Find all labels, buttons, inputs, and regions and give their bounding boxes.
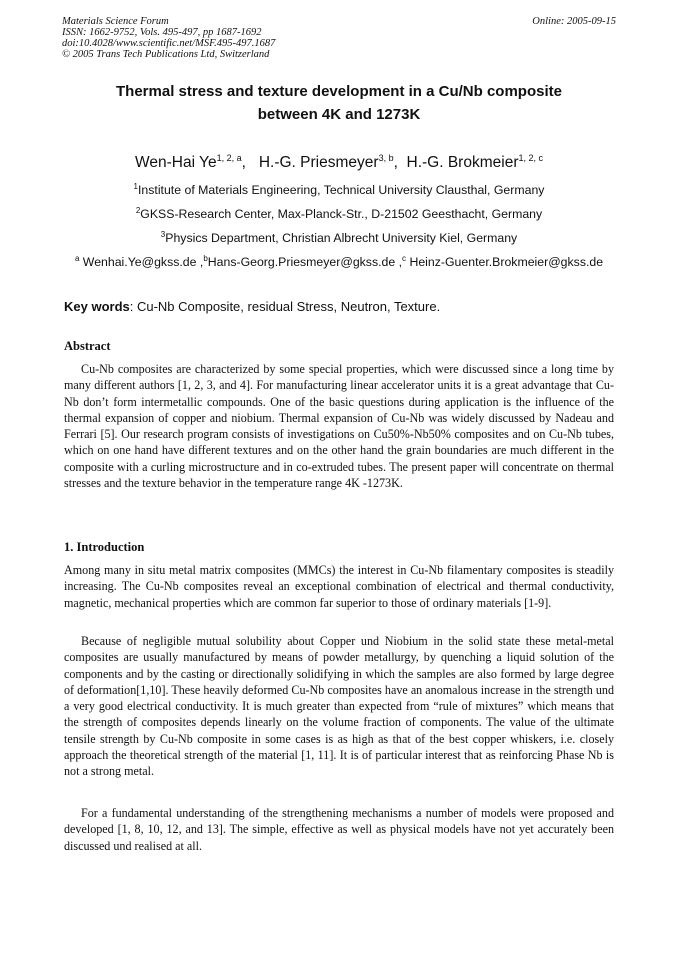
intro-paragraph-1: Among many in situ metal matrix composites (MMCs) the interest in Cu-Nb filamentary composites is steadily increasing. The Cu-Nb composites reveal an exceptional combination of electrical and thermal conductivity, magnetic, mechanical properties which are common far superior to those of ordinary materials [1-9]. [64, 563, 614, 610]
author-affil-sup: 1, 2, c [518, 153, 543, 163]
abstract-paragraph: Cu-Nb composites are characterized by some special properties, which were discussed since a long time by many different authors [1, 2, 3, and 4]. For manufacturing linear accelerator units it is a great advantage that Cu-Nb don’t form intermetallic compounds. One of the basic questions during application is the influence of the thermal expansion of copper and niobium. Thermal expansion of Cu-Nb was widely discussed by Nadeau and Ferrari [5]. Our research program consists of investigations on Cu50%-Nb50% composites and on Cu-Nb tubes, which on one hand have different textures and on the other hand the grain boundaries are much different in the composite with a curling microstructure and in co-extruded tubes. The present paper will concentrate on thermal stresses and the texture behavior in the temperature range 4K -1273K. [64, 362, 614, 490]
affiliation-text: Institute of Materials Engineering, Technical University Clausthal, Germany [138, 183, 545, 198]
title-line-1: Thermal stress and texture development in a Cu/Nb composite [116, 83, 562, 100]
affiliation-2 [40, 206, 638, 221]
keywords [64, 299, 618, 314]
affiliation-3 [40, 230, 638, 245]
title-line-2: between 4K and 1273K [257, 106, 421, 123]
email-c[interactable]: Heinz-Guenter.Brokmeier@gkss.de [406, 255, 604, 270]
journal-name: Materials Science Forum [62, 16, 169, 27]
paper-title [60, 80, 618, 126]
author-separator: , [393, 154, 403, 172]
email-sup: a [74, 254, 80, 263]
doi-line: doi:10.4028/www.scientific.net/MSF.495-497.1687 [62, 38, 276, 49]
author-separator: , [241, 154, 255, 172]
copyright-line: © 2005 Trans Tech Publications Ltd, Switzerland [62, 49, 270, 60]
affiliation-text: GKSS-Research Center, Max-Planck-Str., D-21502 Geesthacht, Germany [140, 207, 543, 222]
email-a[interactable]: Wenhai.Ye@gkss.de , [79, 255, 204, 270]
affiliation-sup: 2 [135, 206, 141, 215]
author-name: H.-G. Brokmeier [406, 154, 519, 172]
keywords-text: : Cu-Nb Composite, residual Stress, Neutron, Texture. [129, 299, 441, 314]
email-b[interactable]: Hans-Georg.Priesmeyer@gkss.de , [207, 255, 403, 270]
affiliation-1 [40, 182, 638, 197]
online-date: Online: 2005-09-15 [532, 16, 616, 27]
intro-paragraph-3: For a fundamental understanding of the strengthening mechanisms a number of models were proposed and developed [1, 8, 10, 12, and 13]. The simple, effective as well as physical models have not yet accurately been discussed und realised at all. [64, 806, 614, 853]
affiliation-text: Physics Department, Christian Albrecht University Kiel, Germany [165, 231, 518, 246]
author-name: Wen-Hai Ye [135, 154, 217, 172]
intro-paragraph-2: Because of negligible mutual solubility about Copper und Niobium in the solid state these metal-metal composites are usually manufactured by means of powder metallurgy, by quenching a liquid solution of the components and by the casting or directionally solidifying in which the samples are also formed by large degree of deformation[1,10]. These heavily deformed Cu-Nb composites have an anomalous increase in the strength und a very good electrical conductivity. It is much greater than expected from “rule of mixtures” which means that the strength of composites depends linearly on the volume fraction of components. The value of the ultimate tensile strength by Cu-Nb composite in some cases is as high as that of the best copper whiskers, i.e. closely approach the theoretical strength of the material [1, 11]. It is of particular interest that as reinforcing Phase Nb is not a strong metal. [64, 634, 614, 778]
introduction-heading: 1. Introduction [64, 540, 145, 554]
journal-header [62, 16, 616, 60]
issn-line: ISSN: 1662-9752, Vols. 495-497, pp 1687-1692 [62, 27, 262, 38]
affiliation-sup: 1 [133, 182, 138, 191]
author-list [60, 153, 618, 172]
abstract-heading: Abstract [64, 339, 111, 353]
email-line [40, 254, 638, 269]
email-sup: c [402, 254, 407, 263]
email-sup: b [203, 254, 208, 263]
keywords-label: Key words [64, 299, 130, 314]
affiliation-sup: 3 [160, 230, 166, 239]
author-affil-sup: 1, 2, a [216, 153, 242, 163]
author-affil-sup: 3, b [378, 153, 394, 163]
author-name: H.-G. Priesmeyer [258, 154, 379, 172]
